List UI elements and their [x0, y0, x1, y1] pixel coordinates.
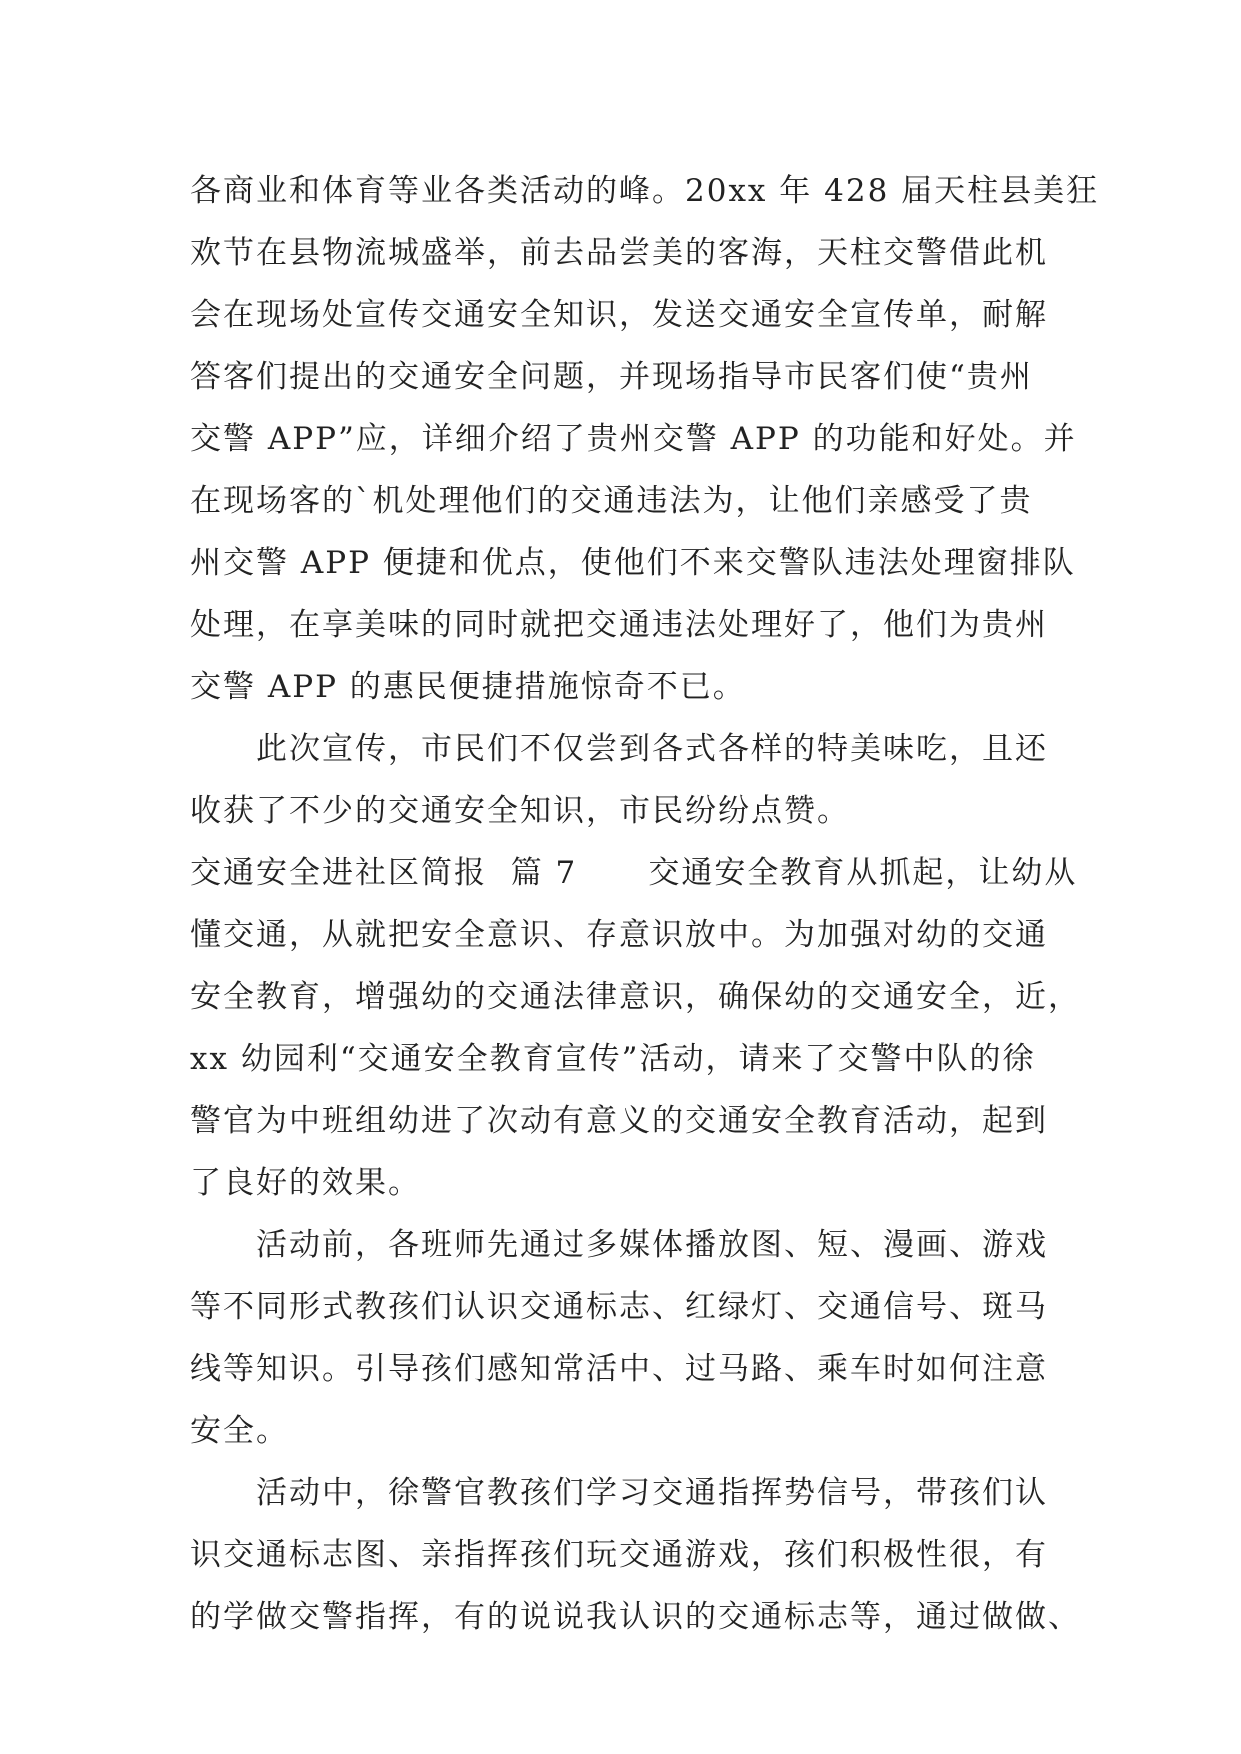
text-line: 懂交通，从就把安全意识、存意识放中。为加强对幼的交通: [190, 917, 1048, 953]
text-line: 警官为中班组幼进了次动有意义的交通安全教育活动，起到: [190, 1103, 1048, 1139]
text-line: 活动前，各班师先通过多媒体播放图、短、漫画、游戏: [256, 1227, 1048, 1263]
paragraph-summary: [190, 718, 1050, 842]
text-line: 州交警 APP 便捷和优点，使他们不来交警队违法处理窗排队: [190, 545, 1076, 581]
text-line: xx 幼园利“交通安全教育宣传”活动，请来了交警中队的徐: [190, 1041, 1036, 1077]
document-body: [190, 160, 1100, 1648]
text-line: 会在现场处宣传交通安全知识，发送交通安全宣传单，耐解: [190, 297, 1048, 333]
text-line: 线等知识。引导孩们感知常活中、过马路、乘车时如何注意: [190, 1351, 1048, 1387]
text-line: 收获了不少的交通安全知识，市民纷纷点赞。: [190, 793, 850, 829]
text-line: 了良好的效果。: [190, 1165, 421, 1201]
section-heading-line: 交通安全进社区简报 篇 7 交通安全教育从抓起，让幼从: [190, 855, 1078, 891]
text-line: 交警 APP”应，详细介绍了贵州交警 APP 的功能和好处。并: [190, 421, 1077, 457]
text-line: 识交通标志图、亲指挥孩们玩交通游戏，孩们积极性很，有: [190, 1537, 1048, 1573]
text-line: 安全教育，增强幼的交通法律意识，确保幼的交通安全，近，: [190, 979, 1081, 1015]
text-line: 此次宣传，市民们不仅尝到各式各样的特美味吃，且还: [256, 731, 1048, 767]
text-line: 的学做交警指挥，有的说说我认识的交通标志等，通过做做、: [190, 1599, 1081, 1635]
text-line: 欢节在县物流城盛举，前去品尝美的客海，天柱交警借此机: [190, 235, 1048, 271]
text-line: 等不同形式教孩们认识交通标志、红绿灯、交通信号、斑马: [190, 1289, 1048, 1325]
text-line: 处理，在享美味的同时就把交通违法处理好了，他们为贵州: [190, 607, 1048, 643]
paragraph-briefing-7: [190, 842, 1081, 1214]
paragraph-festival-promotion: [190, 160, 1100, 718]
text-line: 安全。: [190, 1413, 289, 1449]
text-line: 答客们提出的交通安全问题，并现场指导市民客们使“贵州: [190, 359, 1033, 395]
text-line: 在现场客的`机处理他们的交通违法为，让他们亲感受了贵: [190, 483, 1033, 519]
paragraph-before-activity: [190, 1214, 1050, 1462]
text-line: 各商业和体育等业各类活动的峰。20xx 年 428 届天柱县美狂: [190, 173, 1100, 209]
text-line: 交警 APP 的惠民便捷措施惊奇不已。: [190, 669, 746, 705]
paragraph-during-activity: [190, 1462, 1081, 1648]
text-line: 活动中，徐警官教孩们学习交通指挥势信号，带孩们认: [256, 1475, 1048, 1511]
